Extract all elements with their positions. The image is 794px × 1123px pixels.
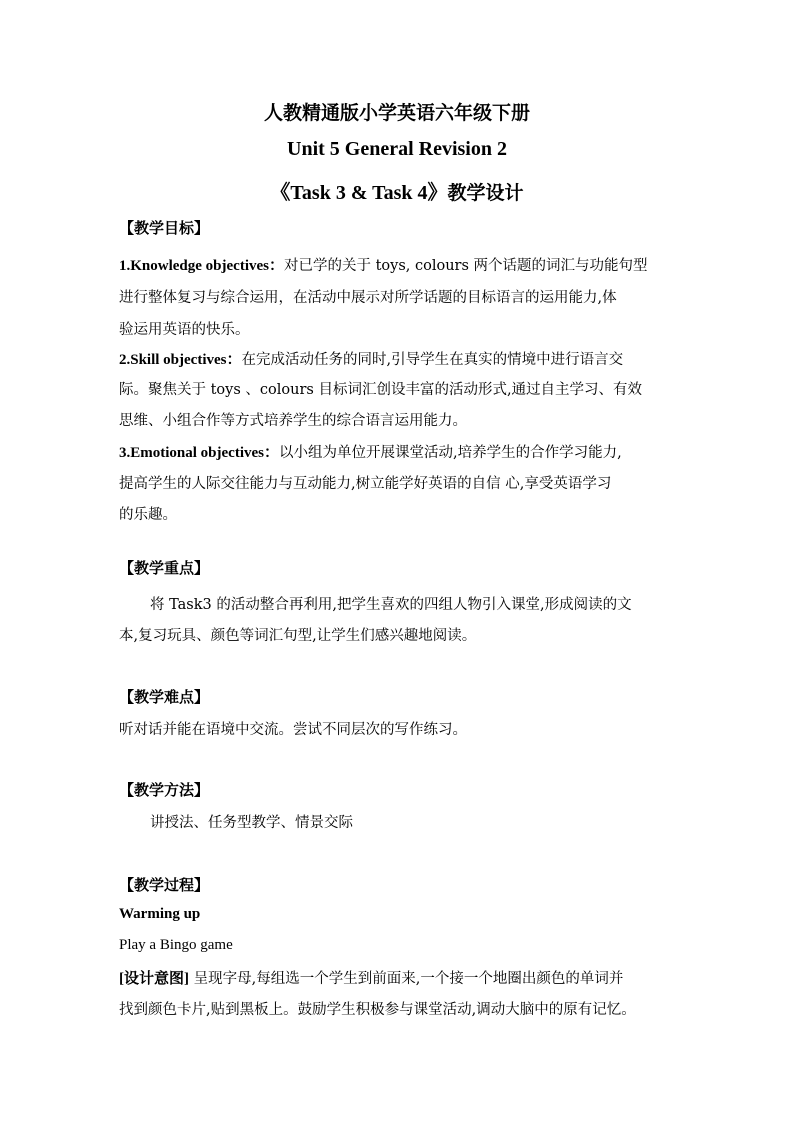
key-points-line2: 本,复习玩具、颜色等词汇句型,让学生们感兴趣地阅读。: [119, 628, 477, 644]
emotional-objectives-label: 3.Emotional objectives：: [119, 445, 279, 461]
skill-objectives-line1: 2.Skill objectives：在完成活动任务的同时,引导学生在真实的情境中进行语言交: [119, 352, 624, 368]
difficulties-heading: 【教学难点】: [119, 688, 210, 706]
key-points-line1: 将 Task3 的活动整合再利用,把学生喜欢的四组人物引入课堂,形成阅读的文: [150, 597, 632, 613]
objectives-heading: 【教学目标】: [119, 219, 210, 237]
lesson-title: [0, 176, 794, 205]
emotional-objectives-line1: 3.Emotional objectives：以小组为单位开展课堂活动,培养学生的合作学习能力,: [119, 445, 622, 461]
knowledge-objectives-label: 1.Knowledge objectives：: [119, 258, 284, 274]
knowledge-objectives-line2: 进行整体复习与综合运用，在活动中展示对所学话题的目标语言的运用能力,体: [119, 290, 617, 306]
emotional-objectives-line3: 的乐趣。: [119, 507, 177, 523]
bingo-activity: Play a Bingo game: [119, 937, 233, 953]
difficulties-line1: 听对话并能在语境中交流。尝试不同层次的写作练习。: [119, 722, 467, 738]
lesson-title-suffix: 教学设计: [447, 182, 524, 204]
skill-objectives-line2: 际。聚焦关于 toys 、colours 目标词汇创设丰富的活动形式,通过自主学习、有效: [119, 382, 643, 398]
unit-title: Unit 5 General Revision 2: [287, 138, 507, 160]
lesson-title-task: 《Task 3 & Task 4》: [270, 182, 448, 204]
skill-objectives-label: 2.Skill objectives：: [119, 352, 242, 368]
methods-heading: 【教学方法】: [119, 781, 210, 799]
design-intent-label: [设计意图]: [119, 971, 189, 987]
methods-line1: 讲授法、任务型教学、情景交际: [150, 815, 353, 831]
design-intent-line2: 找到颜色卡片,贴到黑板上。鼓励学生积极参与课堂活动,调动大脑中的原有记忆。: [119, 1002, 636, 1018]
warming-up-heading: Warming up: [119, 906, 201, 922]
skill-objectives-line3: 思维、小组合作等方式培养学生的综合语言运用能力。: [119, 413, 467, 429]
document-title: 人教精通版小学英语六年级下册: [263, 102, 530, 124]
knowledge-objectives-line1: 1.Knowledge objectives：对已学的关于 toys, colours 两个话题的词汇与功能句型: [119, 258, 648, 274]
emotional-objectives-line2: 提高学生的人际交往能力与互动能力,树立能学好英语的自信 心,享受英语学习: [119, 476, 612, 492]
process-heading: 【教学过程】: [119, 876, 210, 894]
knowledge-objectives-line3: 验运用英语的快乐。: [119, 322, 250, 338]
design-intent-line1: [设计意图] 呈现字母,每组选一个学生到前面来,一个接一个地圈出颜色的单词并: [119, 971, 624, 987]
key-points-heading: 【教学重点】: [119, 559, 210, 577]
